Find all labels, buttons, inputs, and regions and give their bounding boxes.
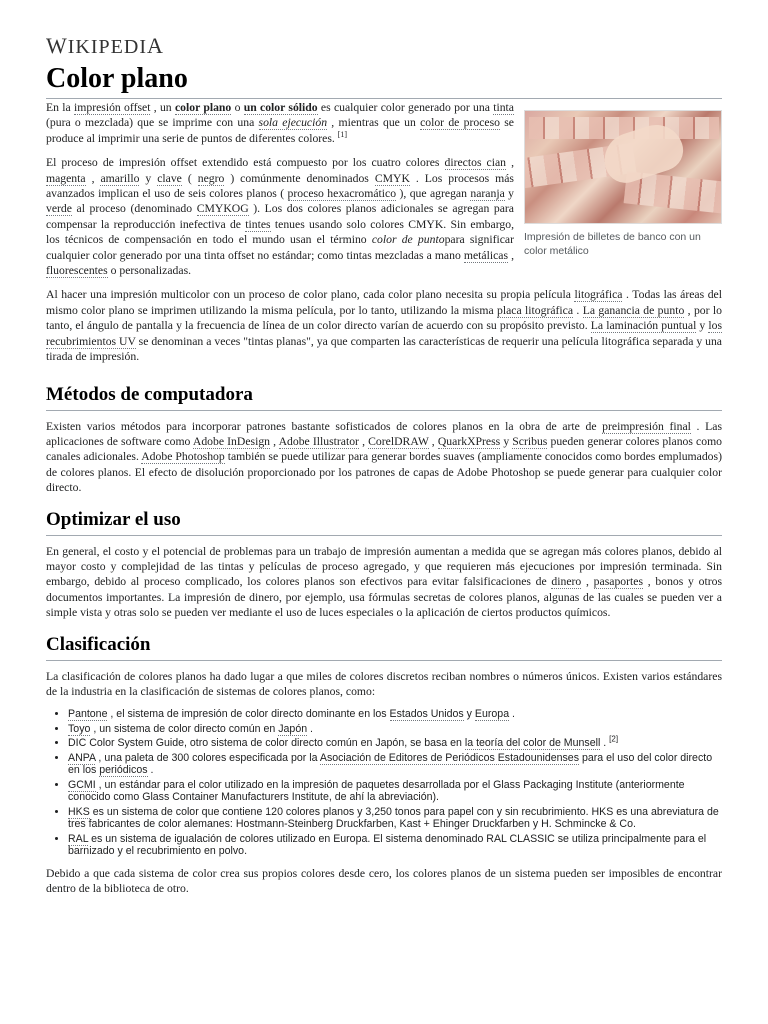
reference-link[interactable]: [1] <box>337 129 348 139</box>
text: , una paleta de 300 colores especificada por la <box>95 751 320 764</box>
banknote-printing-image[interactable] <box>524 110 722 224</box>
text: , por lo tanto, el ángulo de pantalla y la frecuencia de línea de un color directo varían de acuerdo con su propósito previsto. <box>46 303 722 333</box>
wiki-link[interactable]: sola ejecución <box>258 116 328 130</box>
wiki-link[interactable]: color plano <box>174 101 232 114</box>
text: es un sistema de igualación de colores utilizado en Europa. El sistema denominado RAL CLASSIC se utiliza principalmente para el barnizado y el recubrimiento en polvo. <box>68 832 707 858</box>
wiki-link[interactable]: directos cian <box>444 156 507 170</box>
wikipedia-logo[interactable]: WIKIPEDIA <box>46 33 164 58</box>
text: El proceso de impresión offset extendido está compuesto por los cuatro colores <box>46 156 445 170</box>
intro-paragraph-3 <box>46 287 722 364</box>
text: se produce al imprimir una serie de puntos de diferentes colores. <box>46 116 514 145</box>
wiki-link[interactable]: HKS <box>68 805 90 818</box>
text: ( <box>181 171 198 185</box>
text: o personalizadas. <box>107 264 192 278</box>
text: es cualquier color generado por una <box>317 101 494 114</box>
wiki-link[interactable]: ANPA <box>68 751 96 764</box>
wiki-link[interactable]: Pantone <box>68 708 108 721</box>
list-item <box>68 734 722 750</box>
text: , <box>85 171 101 185</box>
wiki-link[interactable]: tinta <box>493 101 514 114</box>
text: pueden generar colores planos como canales adicionales. <box>46 434 723 464</box>
text: , un estándar para el color utilizado en la impresión de paquetes desarrollada por el Glass Packaging Institute (anteriormente conocido como Glass Container Manufacturers Institute, de ahí la abreviación). <box>68 778 685 804</box>
text: , <box>506 156 514 170</box>
text: . <box>307 722 313 735</box>
image-caption: Impresión de billetes de banco con un color metálico <box>524 231 701 257</box>
wiki-link[interactable]: placa litográfica <box>497 303 574 317</box>
text: para el uso del color directo en los <box>68 751 713 777</box>
text: . Los procesos más avanzados implican el uso de seis colores planos ( <box>46 171 514 201</box>
wiki-link[interactable]: Asociación de Editores de Periódicos Estadounidenses <box>319 751 579 764</box>
text: . <box>509 708 515 721</box>
text: y <box>504 187 515 201</box>
list-item <box>68 752 722 777</box>
wiki-link[interactable]: un color sólido <box>243 101 318 114</box>
wiki-link[interactable]: fluorescentes <box>46 264 108 278</box>
wiki-link[interactable]: CMYKOG <box>196 202 249 216</box>
wiki-link[interactable]: QuarkXPress <box>437 434 501 448</box>
section-heading-clasificacion: Clasificación <box>46 633 722 661</box>
text: En la <box>46 101 75 114</box>
wiki-link[interactable]: Adobe InDesign <box>192 434 271 448</box>
list-item <box>68 708 722 721</box>
text: es un sistema de color que contiene 120 colores planos y 3,250 tonos para papel con y sin recubrimiento. HKS es una abreviatura de tres fabricantes de color alemanes: Hostmann-Steinberg Druckfarben, Kast + Ehinger Druckfarben y H. Schmincke & Co. <box>68 805 719 831</box>
text: (pura o mezclada) que se imprime con una <box>46 116 259 130</box>
text: . Todas las áreas del mismo color plano se imprimen utilizando la misma película, por lo tanto, utilizando la misma <box>46 288 722 317</box>
page-title: Color plano <box>46 62 722 99</box>
text: color de punto <box>371 233 445 247</box>
wiki-link[interactable]: La ganancia de punto <box>582 303 685 317</box>
wiki-link[interactable]: pasaportes <box>593 575 644 589</box>
wiki-link[interactable]: naranja <box>470 187 505 201</box>
wiki-link[interactable]: dinero <box>551 575 582 589</box>
wiki-link[interactable]: la teoría del color de Munsell <box>464 737 601 750</box>
wiki-link[interactable]: tintes <box>245 217 271 231</box>
text: se denominan a veces "tintas planas", ya que comparten las características de requerir una película litográfica separada y una tirada de impresión. <box>46 334 722 364</box>
text: y <box>500 434 513 448</box>
text: tenues usando solo colores CMYK. Sin embargo, los técnicos de compensación en todo el mundo usan el término <box>46 217 514 247</box>
wiki-link[interactable]: metálicas <box>463 248 509 262</box>
text: . <box>600 737 610 750</box>
clasificacion-paragraph-2: Debido a que cada sistema de color crea sus propios colores desde cero, los colores planos de un sistema pueden ser imposibles de encontrar dentro de la biblioteca de otro. <box>46 866 722 896</box>
wiki-link[interactable]: Adobe Photoshop <box>141 450 225 464</box>
text: , el sistema de impresión de color directo dominante en los <box>107 708 390 721</box>
wiki-link[interactable]: litográfica <box>574 288 623 302</box>
text: , bonos y otros documentos importantes. La impresión de dinero, por ejemplo, usa fórmulas secretas de colores planos, algunas de las cuales se pueden ver a simple vista y otras solo se pueden ver mediante el uso de luces especiales o la aplicación de ciertos productos químicos. <box>46 575 722 620</box>
wiki-link[interactable]: CorelDRAW <box>368 434 429 448</box>
text: ). Los dos colores planos adicionales se agregan para compensar la reproducción inefectiva de <box>46 202 514 231</box>
wiki-link[interactable]: Scribus <box>512 434 548 448</box>
list-item <box>68 723 722 736</box>
wiki-link[interactable]: Europa <box>474 708 510 721</box>
text: , <box>581 575 594 589</box>
text: y <box>139 171 158 185</box>
wiki-link[interactable]: color de proceso <box>420 116 500 130</box>
text: DIC Color System Guide, otro sistema de color directo común en Japón, se basa en <box>68 737 465 750</box>
wiki-link[interactable]: verde <box>46 202 72 216</box>
wiki-link[interactable]: Japón <box>278 722 308 735</box>
wiki-link[interactable]: La laminación puntual <box>590 319 697 333</box>
wiki-link[interactable]: GCMI <box>68 778 96 791</box>
wiki-link[interactable]: los recubrimientos UV <box>46 319 723 348</box>
list-item <box>68 779 722 804</box>
text: . <box>573 303 583 317</box>
wiki-link[interactable]: RAL <box>68 832 89 845</box>
wiki-link[interactable]: negro <box>197 171 225 185</box>
wiki-link[interactable]: impresión offset <box>74 101 151 114</box>
optimizar-paragraph <box>46 544 722 621</box>
clasificacion-paragraph-1: La clasificación de colores planos ha dado lugar a que miles de colores discretos reciban nombres o números únicos. Existen varios estándares de la industria en la clasificación de sistemas de colores planos, como: <box>46 669 722 698</box>
section-heading-metodos: Métodos de computadora <box>46 383 722 411</box>
text: , <box>428 434 438 448</box>
color-systems-list <box>46 708 722 858</box>
text: al proceso (denominado <box>71 202 197 216</box>
text: y <box>463 708 475 721</box>
text: ), que agregan <box>396 187 471 201</box>
text: , <box>270 434 279 448</box>
section-heading-optimizar: Optimizar el uso <box>46 508 722 536</box>
metodos-paragraph <box>46 419 722 496</box>
text: para significar cualquier color generado por una tinta offset no estándar; como tintas mezcladas a mano <box>46 233 515 262</box>
wiki-link[interactable]: preimpresión final <box>602 419 691 433</box>
list-item <box>68 833 722 858</box>
wiki-link[interactable]: CMYK <box>374 171 410 185</box>
list-item <box>68 806 722 831</box>
infobox <box>524 110 722 258</box>
wiki-link[interactable]: clave <box>157 171 182 185</box>
text: . Las aplicaciones de software como <box>46 419 722 448</box>
wiki-link[interactable]: magenta <box>46 171 86 185</box>
text: , un sistema de color directo común en <box>90 722 279 735</box>
wiki-link[interactable]: amarillo <box>100 171 140 185</box>
text: , <box>508 248 515 262</box>
text: , un <box>150 101 175 114</box>
text: Existen varios métodos para incorporar patrones bastante sofisticados de colores planos en la obra de arte de <box>46 419 603 433</box>
text: ) comúnmente denominados <box>224 171 375 185</box>
text: En general, el costo y el potencial de problemas para un trabajo de impresión aumentan a medida que se agregan más colores planos, debido al mayor costo y complejidad de las tintas y películas de proceso agregado, y que requieren más ejecuciones por impresión terminada. Sin embargo, debido al proceso complicado, los colores planos son efectivos para evitar falsificaciones de <box>46 544 722 589</box>
text: también se puede utilizar para generar bordes suaves (ampliamente conocidos como bordes emplumados) de colores planos. El efecto de disolución proporcionado por los patrones de capas de Adobe Photoshop se puede generar para cualquier color directo. <box>46 450 722 495</box>
wiki-link[interactable]: Adobe Illustrator <box>278 434 359 448</box>
wiki-link[interactable]: proceso hexacromático <box>287 187 397 201</box>
wiki-link[interactable]: Estados Unidos <box>389 708 464 721</box>
article-content <box>46 100 722 906</box>
text: y <box>696 319 709 333</box>
wiki-link[interactable]: Toyo <box>68 722 91 735</box>
text: , <box>358 434 369 448</box>
text: Al hacer una impresión multicolor con un proceso de color plano, cada color plano necesita su propia película <box>46 288 575 302</box>
reference-link[interactable]: [2] <box>609 734 619 744</box>
text: , mientras que un <box>327 116 421 130</box>
text: o <box>231 101 244 114</box>
text: . <box>147 764 154 777</box>
wiki-link[interactable]: periódicos <box>99 764 148 777</box>
